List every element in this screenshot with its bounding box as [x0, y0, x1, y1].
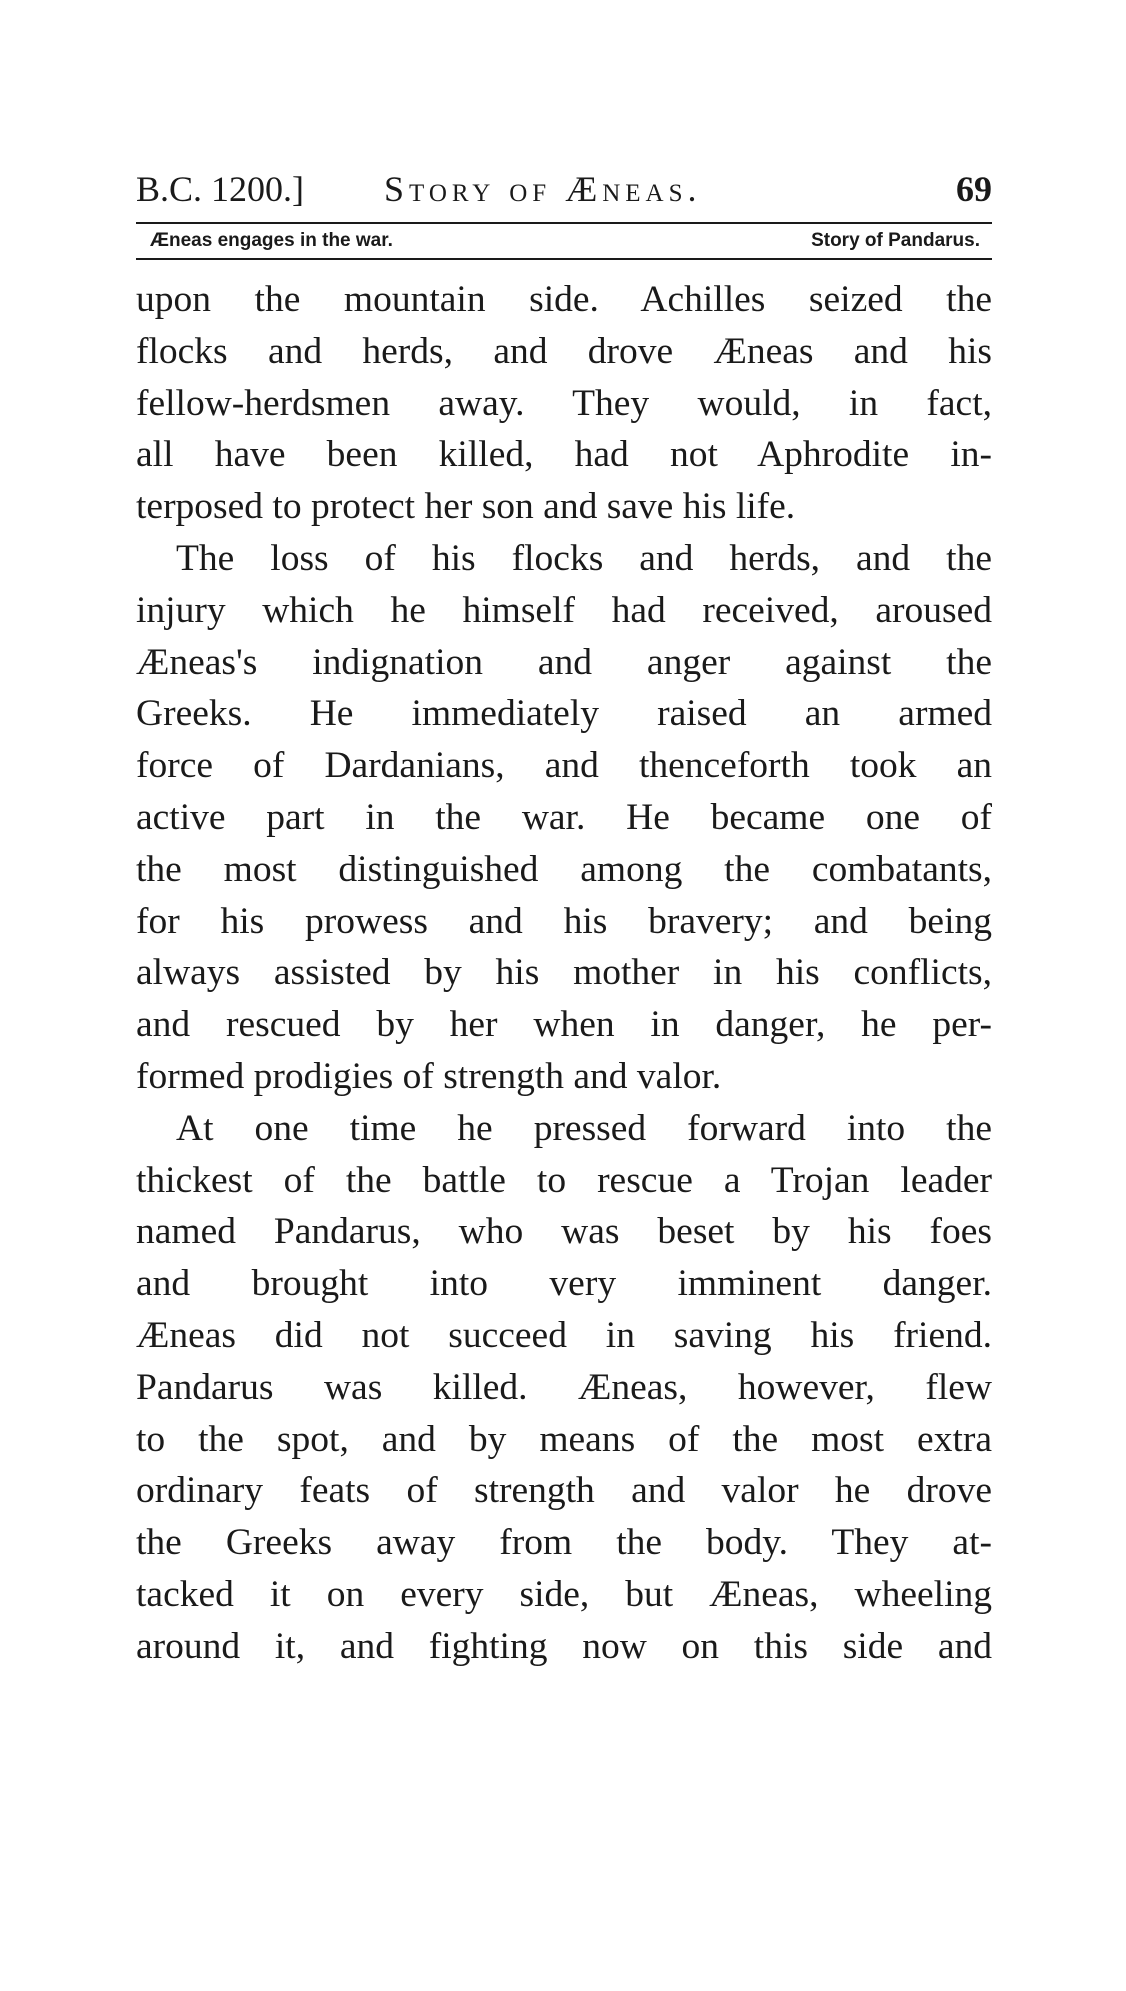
- body-text: [136, 274, 992, 1673]
- sidenote-right: Story of Pandarus.: [811, 230, 980, 251]
- text-line: formed prodigies of strength and valor.: [136, 1055, 722, 1097]
- text-line: thickest of the battle to rescue a Trojan leader: [136, 1159, 992, 1201]
- text-line: ordinary feats of strength and valor he drove: [136, 1470, 992, 1512]
- text-line: The loss of his flocks and herds, and the: [176, 537, 992, 579]
- sidenote-left: Æneas engages in the war.: [150, 230, 393, 251]
- header-rule-bottom: [136, 258, 992, 260]
- text-line: terposed to protect her son and save his life.: [136, 486, 796, 528]
- text-line: around it, and fighting now on this side and: [136, 1625, 992, 1667]
- text-line: and brought into very imminent danger.: [136, 1263, 992, 1305]
- text-line: always assisted by his mother in his conflicts,: [136, 952, 992, 994]
- book-page: [136, 164, 992, 1673]
- text-line: fellow-herdsmen away. They would, in fact,: [136, 382, 992, 424]
- text-line: all have been killed, had not Aphrodite in-: [136, 434, 992, 476]
- text-line: flocks and herds, and drove Æneas and his: [136, 330, 992, 372]
- date-range: B.C. 1200.]: [136, 169, 305, 209]
- text-line: upon the mountain side. Achilles seized the: [136, 279, 992, 320]
- text-line: Greeks. He immediately raised an armed: [136, 693, 992, 735]
- sidenote-bar: [136, 224, 992, 258]
- text-line: Pandarus was killed. Æneas, however, flew: [136, 1366, 992, 1408]
- text-line: active part in the war. He became one of: [136, 796, 992, 838]
- text-line: the most distinguished among the combatants,: [136, 848, 992, 890]
- text-line: to the spot, and by means of the most extra: [136, 1418, 992, 1460]
- text-line: for his prowess and his bravery; and being: [136, 900, 992, 942]
- text-line: Æneas did not succeed in saving his friend.: [136, 1314, 992, 1356]
- text-line: injury which he himself had received, aroused: [136, 589, 992, 631]
- text-line: force of Dardanians, and thenceforth took an: [136, 745, 992, 787]
- running-head: [136, 164, 992, 214]
- text-line: the Greeks away from the body. They at-: [136, 1522, 992, 1564]
- text-line: Æneas's indignation and anger against the: [136, 641, 992, 683]
- page-number: 69: [956, 169, 992, 209]
- text-line: named Pandarus, who was beset by his foes: [136, 1211, 992, 1253]
- text-line: At one time he pressed forward into the: [176, 1107, 992, 1149]
- text-line: and rescued by her when in danger, he per-: [136, 1004, 992, 1046]
- text-line: tacked it on every side, but Æneas, wheeling: [136, 1573, 992, 1615]
- chapter-title: Story of Æneas.: [384, 169, 702, 209]
